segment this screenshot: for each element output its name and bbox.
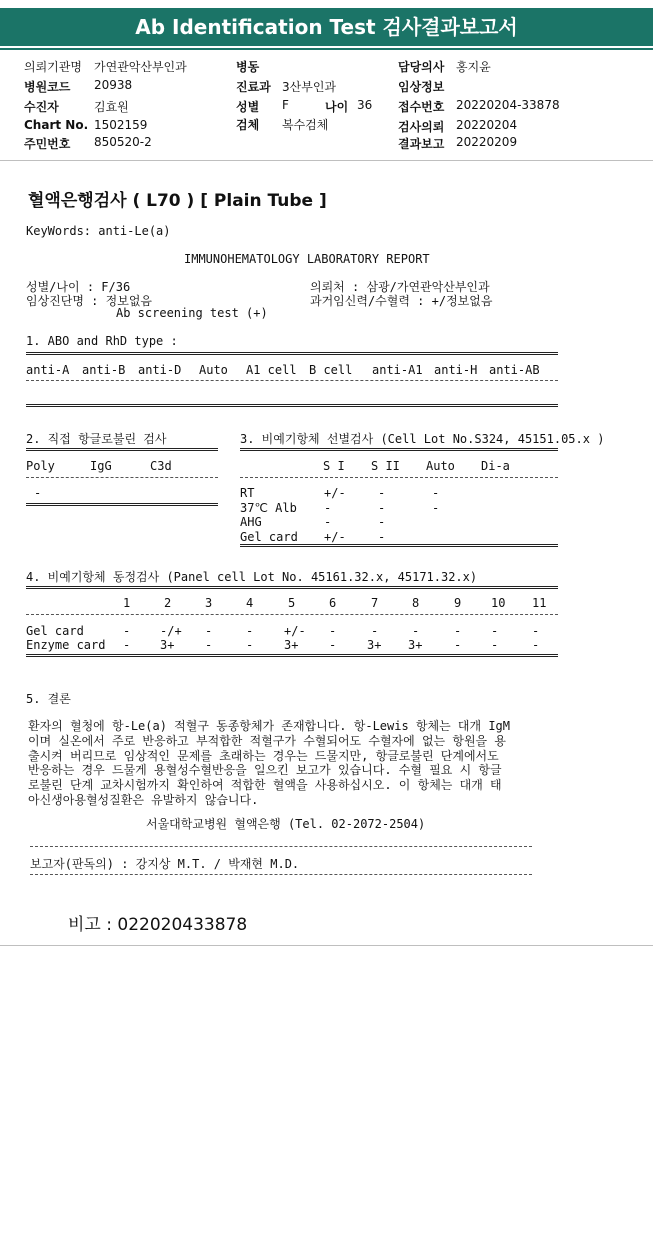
panel-header-cell: 10 xyxy=(491,596,506,610)
remarks: 비고 : 022020433878 xyxy=(68,915,248,935)
panel-header-cell: 4 xyxy=(246,596,254,610)
abo-header-cell: A1 cell xyxy=(246,363,297,377)
panel-cell: -/+ xyxy=(160,624,182,638)
info-request-value: 20220204 xyxy=(456,118,518,132)
info-age-value: 36 xyxy=(357,98,373,112)
screen-header-cell: S I xyxy=(323,459,345,473)
ab-screening-test: Ab screening test (+) xyxy=(116,306,268,320)
dat-header-igg: IgG xyxy=(90,459,112,473)
screen-top-rule xyxy=(240,448,558,451)
info-resultdate-label: 결과보고 xyxy=(398,137,445,151)
screen-bottom-rule xyxy=(240,544,558,547)
screen-mid-rule xyxy=(240,477,558,478)
info-age-label: 나이 xyxy=(325,100,349,114)
panel-header-cell: 11 xyxy=(532,596,547,610)
panel-header-cell: 7 xyxy=(371,596,379,610)
panel-cell: - xyxy=(329,624,337,638)
panel-header-cell: 6 xyxy=(329,596,337,610)
dat-header-c3d: C3d xyxy=(150,459,172,473)
abo-header-cell: anti-B xyxy=(82,363,126,377)
info-chart-value: 1502159 xyxy=(94,118,148,132)
panel-cell: 3+ xyxy=(160,637,175,652)
panel-cell: - xyxy=(123,624,131,638)
dat-top-rule xyxy=(26,448,218,451)
dat-header-poly: Poly xyxy=(26,459,55,473)
info-doctor-value: 홍지윤 xyxy=(456,60,491,74)
info-ward-label: 병동 xyxy=(236,60,260,74)
screen-row-label: 37℃ Alb xyxy=(240,500,297,515)
panel-header-cell: 2 xyxy=(164,596,172,610)
reporter-top-rule xyxy=(30,846,532,847)
panel-cell: 3+ xyxy=(284,637,299,652)
section-screening-title: 3. 비예기항체 선별검사 (Cell Lot No.S324, 45151.05.x ) xyxy=(240,432,605,446)
clinical-diagnosis: 임상진단명 : 정보없음 xyxy=(26,294,153,308)
conclusion-line: 로불린 단계 교차시험까지 확인하여 적합한 혈액을 사용하십시오. 이 항체는 대개 태 xyxy=(28,778,502,793)
panel-cell: - xyxy=(491,624,499,638)
panel-header-cell: 5 xyxy=(288,596,296,610)
requester: 의뢰처 : 삼광/가연관악산부인과 xyxy=(310,280,490,294)
panel-cell: - xyxy=(371,624,379,638)
section-dat-title: 2. 직접 항글로불린 검사 xyxy=(26,432,167,446)
footer-divider xyxy=(0,945,653,946)
panel-cell: - xyxy=(246,637,254,652)
panel-cell: - xyxy=(246,624,254,638)
panel-bottom-rule xyxy=(26,654,558,657)
info-hospcode-label: 병원코드 xyxy=(24,80,71,94)
info-specimen-value: 복수검체 xyxy=(282,118,329,132)
info-dept-label: 진료과 xyxy=(236,80,271,94)
info-resultdate-value: 20220209 xyxy=(456,135,518,149)
abo-mid-rule xyxy=(26,380,558,381)
abo-header-cell: anti-A1 xyxy=(372,363,423,377)
dat-bottom-rule xyxy=(26,503,218,506)
panel-cell: - xyxy=(454,637,462,652)
keywords: KeyWords: anti-Le(a) xyxy=(26,224,171,238)
conclusion-line: 이며 실온에서 주로 반응하고 부적합한 적혈구가 수혈되어도 수혈자에 없는 항원을 용 xyxy=(28,733,506,748)
sex-age: 성별/나이 : F/36 xyxy=(26,280,131,294)
info-specimen-label: 검체 xyxy=(236,118,260,132)
info-divider xyxy=(0,160,653,161)
report-header-title: Ab Identification Test 검사결과보고서 xyxy=(0,8,653,46)
conclusion-line: 아신생아용혈성질환은 유발하지 않습니다. xyxy=(28,793,259,807)
panel-header-cell: 3 xyxy=(205,596,213,610)
conclusion-line: 반응하는 경우 드물게 용혈성수혈반응을 일으킨 보고가 있습니다. 수혈 필요 시 항글 xyxy=(28,763,502,778)
abo-header-cell: B cell xyxy=(309,363,353,377)
info-rrn-label: 주민번호 xyxy=(24,137,71,151)
info-rrn-value: 850520-2 xyxy=(94,135,152,149)
conclusion-line: 환자의 혈청에 항-Le(a) 적혈구 동종항체가 존재합니다. 항-Lewis 항체는 대개 IgM xyxy=(28,719,511,733)
abo-header-cell: anti-H xyxy=(434,363,478,377)
info-accession-value: 20220204-33878 xyxy=(456,98,560,112)
info-chart-label: Chart No. xyxy=(24,118,89,132)
abo-header-cell: anti-D xyxy=(138,363,182,377)
panel-cell: +/- xyxy=(284,624,306,638)
screen-header-cell: S II xyxy=(371,459,400,473)
info-institution-label: 의뢰기관명 xyxy=(24,60,82,74)
screen-header-cell: Di-a xyxy=(481,459,510,473)
abo-top-rule xyxy=(26,352,558,355)
panel-mid-rule xyxy=(26,614,558,615)
abo-header-cell: anti-A xyxy=(26,363,70,377)
screen-cell: - xyxy=(378,486,386,500)
info-sex-value: F xyxy=(282,98,289,112)
screen-cell: - xyxy=(324,500,332,515)
reporter: 보고자(판독의) : 강지상 M.T. / 박재현 M.D. xyxy=(30,857,300,871)
panel-cell: - xyxy=(412,624,420,638)
info-sex-label: 성별 xyxy=(236,100,260,114)
pregnancy-transfusion: 과거임신력/수혈력 : +/정보없음 xyxy=(310,294,493,308)
screen-header-cell: Auto xyxy=(426,459,455,473)
panel-cell: 3+ xyxy=(408,637,423,652)
screen-cell: +/- xyxy=(324,486,346,500)
lab-report-title: IMMUNOHEMATOLOGY LABORATORY REPORT xyxy=(184,252,430,266)
panel-cell: - xyxy=(491,637,499,652)
panel-cell: - xyxy=(532,624,540,638)
screen-cell: - xyxy=(432,500,440,515)
panel-row-label: Gel card xyxy=(26,624,84,638)
screen-row-label: Gel card xyxy=(240,529,298,544)
screen-cell: +/- xyxy=(324,529,346,544)
screen-cell: - xyxy=(324,515,332,529)
info-dept-value: 3산부인과 xyxy=(282,80,337,94)
info-clinical-label: 임상정보 xyxy=(398,80,445,94)
report-section-title: 혈액은행검사 ( L70 ) [ Plain Tube ] xyxy=(28,191,327,211)
info-hospcode-value: 20938 xyxy=(94,78,133,92)
panel-header-cell: 8 xyxy=(412,596,420,610)
panel-cell: - xyxy=(329,637,337,652)
panel-header-cell: 1 xyxy=(123,596,131,610)
conclusion-line: 출시켜 버리므로 임상적인 문제를 초래하는 경우는 드물지만, 항글로불린 단계에서도 xyxy=(28,748,499,763)
screen-cell: - xyxy=(378,515,386,529)
info-patient-value: 김효원 xyxy=(94,100,129,114)
panel-cell: - xyxy=(205,624,213,638)
screen-row-label: RT xyxy=(240,486,255,500)
dat-mid-rule xyxy=(26,477,218,478)
info-request-label: 검사의뢰 xyxy=(398,120,445,134)
screen-cell: - xyxy=(378,500,386,515)
section-panel-title: 4. 비예기항체 동정검사 (Panel cell Lot No. 45161.32.x, 45171.32.x) xyxy=(26,570,478,584)
dat-value-poly: - xyxy=(34,486,42,500)
panel-header-cell: 9 xyxy=(454,596,462,610)
panel-cell: 3+ xyxy=(367,637,382,652)
panel-cell: - xyxy=(532,637,540,652)
info-patient-label: 수진자 xyxy=(24,100,59,114)
screen-row-label: AHG xyxy=(240,515,262,529)
info-accession-label: 접수번호 xyxy=(398,100,445,114)
panel-cell: - xyxy=(123,637,131,652)
panel-cell: - xyxy=(205,637,213,652)
reporter-bottom-rule xyxy=(30,874,532,875)
header-divider xyxy=(0,48,653,50)
panel-row-label: Enzyme card xyxy=(26,637,106,652)
section-abo-title: 1. ABO and RhD type : xyxy=(26,334,178,348)
abo-header-cell: Auto xyxy=(199,363,228,377)
screen-cell: - xyxy=(432,486,440,500)
abo-header-cell: anti-AB xyxy=(489,363,540,377)
info-institution-value: 가연관악산부인과 xyxy=(94,60,187,74)
panel-top-rule xyxy=(26,586,558,589)
institution: 서울대학교병원 혈액은행 (Tel. 02-2072-2504) xyxy=(146,817,426,831)
screen-cell: - xyxy=(378,529,386,544)
abo-bottom-rule xyxy=(26,404,558,407)
info-doctor-label: 담당의사 xyxy=(398,60,445,74)
section-conclusion-title: 5. 결론 xyxy=(26,692,71,706)
panel-cell: - xyxy=(454,624,462,638)
